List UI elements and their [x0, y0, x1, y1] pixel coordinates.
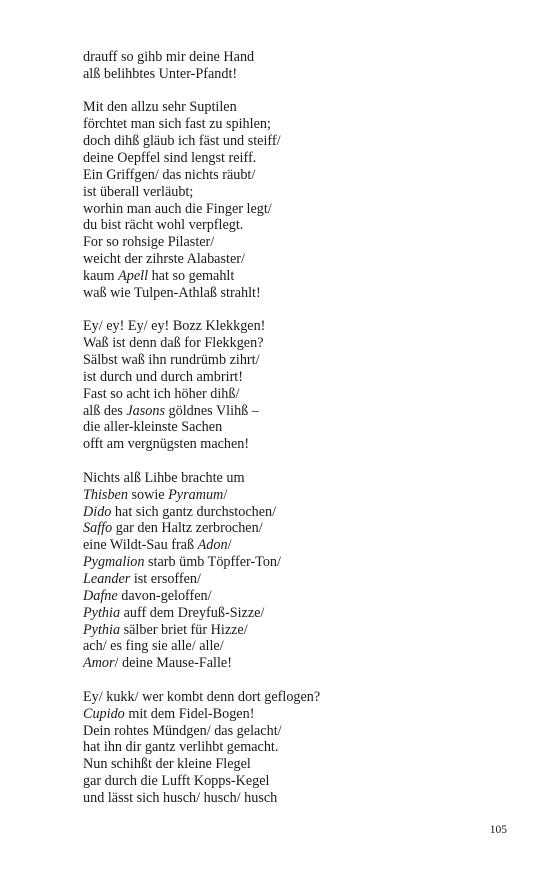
line-text: Ey/ kukk/ wer kombt denn dort geflogen?: [83, 688, 321, 705]
line-text: Ey/ ey! Ey/ ey! Bozz Klekkgen!: [83, 318, 266, 335]
italic-name: Saffo: [83, 520, 113, 537]
line-text: eine Wildt-Sau fraß: [83, 537, 198, 554]
line-text: und lässt sich husch/ husch/ husch: [83, 789, 278, 806]
line-text: ist überall verläubt;: [83, 183, 194, 200]
line-text: ist durch und durch ambrirt!: [83, 368, 243, 385]
stanza: [83, 689, 503, 807]
line-text: du bist rächt wohl verpflegt.: [83, 217, 244, 234]
line-text: worhin man auch die Finger legt/: [83, 200, 272, 217]
poem-line: [83, 537, 503, 554]
line-text: weicht der zihrste Alabaster/: [83, 251, 245, 268]
poem-line: [83, 116, 503, 133]
poem-line: [83, 167, 503, 184]
stanza: [83, 470, 503, 672]
poem-line: [83, 49, 503, 66]
line-text: ist ersoffen/: [130, 571, 201, 588]
line-text: Nun schihßt der kleine Flegel: [83, 756, 251, 773]
poem-line: [83, 403, 503, 420]
poem-line: [83, 723, 503, 740]
line-text: förchtet man sich fast zu spihlen;: [83, 116, 271, 133]
poem-line: [83, 622, 503, 639]
poem-line: [83, 184, 503, 201]
line-text: drauff so gihb mir deine Hand: [83, 49, 255, 65]
poem-line: [83, 66, 503, 83]
italic-name: Thisben: [83, 486, 128, 503]
poem-line: [83, 234, 503, 251]
line-text: offt am vergnügsten machen!: [83, 436, 250, 453]
poem-line: [83, 588, 503, 605]
italic-name: Adon: [197, 537, 228, 554]
poem-line: [83, 285, 503, 302]
italic-name: Amor: [83, 655, 115, 672]
poem-line: [83, 504, 503, 521]
line-text: hat so gemahlt: [148, 267, 235, 284]
line-text: Nichts alß Lihbe brachte um: [83, 469, 245, 486]
italic-name: Apell: [118, 267, 149, 284]
poem-line: [83, 386, 503, 403]
line-text: Sälbst waß ihn rundrümb zihrt/: [83, 352, 260, 369]
poem-line: [83, 133, 503, 150]
line-text: doch dihß gläub ich fäst und steiff/: [83, 133, 281, 150]
line-text: alß belihbtes Unter-Pfandt!: [83, 65, 238, 82]
line-text: waß wie Tulpen-Athlaß strahlt!: [83, 284, 261, 301]
line-text: starb ümb Töpffer-Ton/: [144, 554, 281, 571]
poem-line: [83, 419, 503, 436]
poem-line: [83, 520, 503, 537]
poem-line: [83, 689, 503, 706]
italic-name: Pythia: [83, 621, 121, 638]
line-text: Waß ist denn daß for Flekkgen?: [83, 335, 264, 352]
poem-line: [83, 268, 503, 285]
stanza: [83, 99, 503, 301]
line-text: hat ihn dir gantz verlihbt gemacht.: [83, 739, 279, 756]
poem-line: [83, 150, 503, 167]
italic-name: Cupido: [83, 705, 125, 722]
italic-name: Dido: [83, 503, 112, 520]
poem-line: [83, 638, 503, 655]
italic-name: Leander: [83, 571, 131, 588]
line-text: göldnes Vlihß –: [164, 402, 259, 419]
line-text: gar durch die Lufft Kopps-Kegel: [83, 773, 270, 790]
line-text: Fast so acht ich höher dihß/: [83, 385, 240, 402]
poem-line: [83, 605, 503, 622]
line-text: For so rohsige Pilaster/: [83, 234, 215, 251]
line-text: ach/ es fing sie alle/ alle/: [83, 638, 224, 655]
line-text: mit dem Fidel-Bogen!: [124, 705, 255, 722]
line-text: Dein rohtes Mündgen/ das gelacht/: [83, 722, 282, 739]
line-text: sowie: [127, 486, 169, 503]
poem-line: [83, 487, 503, 504]
line-text: gar den Haltz zerbrochen/: [112, 520, 263, 537]
poem-line: [83, 655, 503, 672]
poem-line: [83, 436, 503, 453]
poem-line: [83, 318, 503, 335]
italic-name: Pythia: [83, 604, 121, 621]
line-text: alß des: [83, 402, 127, 419]
poem-line: [83, 706, 503, 723]
poem-line: [83, 554, 503, 571]
line-text: Mit den allzu sehr Suptilen: [83, 99, 237, 116]
poem-line: [83, 773, 503, 790]
italic-name: Jasons: [126, 402, 165, 419]
poem-line: [83, 790, 503, 807]
line-text: deine Oepffel sind lengst reiff.: [83, 150, 257, 167]
line-text: davon-geloffen/: [117, 587, 212, 604]
poem-line: [83, 369, 503, 386]
line-text: die aller-kleinste Sachen: [83, 419, 223, 436]
poem-line: [83, 756, 503, 773]
line-text: /: [223, 486, 228, 503]
poem-text: [83, 49, 503, 824]
line-text: /: [227, 537, 232, 554]
line-text: auff dem Dreyfuß-Sizze/: [120, 604, 265, 621]
italic-name: Pygmalion: [83, 554, 145, 571]
poem-line: [83, 571, 503, 588]
stanza: [83, 318, 503, 453]
poem-line: [83, 352, 503, 369]
stanza: [83, 49, 503, 83]
italic-name: Pyramum: [168, 486, 224, 503]
poem-line: [83, 470, 503, 487]
line-text: / deine Mause-Falle!: [114, 655, 232, 672]
line-text: kaum: [83, 267, 119, 284]
poem-line: [83, 335, 503, 352]
line-text: Ein Griffgen/ das nichts räubt/: [83, 166, 256, 183]
poem-line: [83, 99, 503, 116]
poem-line: [83, 739, 503, 756]
line-text: hat sich gantz durchstochen/: [111, 503, 277, 520]
line-text: sälber briet für Hizze/: [120, 621, 248, 638]
poem-line: [83, 251, 503, 268]
page-number: 105: [489, 824, 507, 836]
italic-name: Dafne: [83, 587, 118, 604]
poem-line: [83, 201, 503, 218]
poem-line: [83, 217, 503, 234]
